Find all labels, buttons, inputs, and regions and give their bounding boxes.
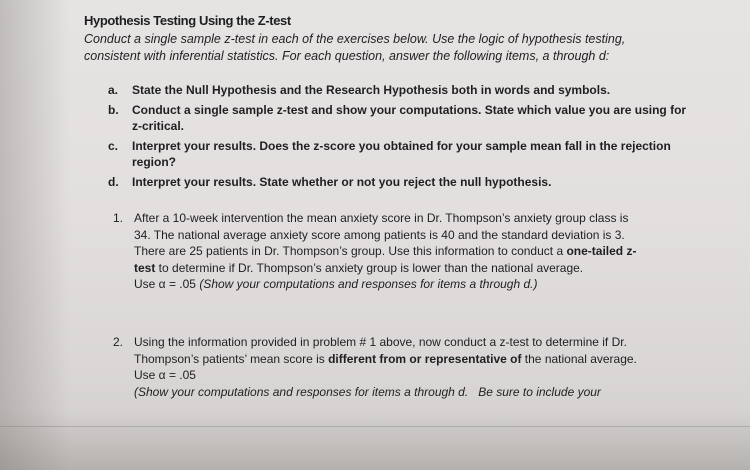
item-text: State the Null Hypothesis and the Research Hypothesis both in words and symbols. [132,83,611,97]
problem-text: Thompson’s patients’ mean score is [134,351,329,366]
document-title: Hypothesis Testing Using the Z-test [84,13,291,28]
item-letter: b. [108,102,119,117]
problem-number: 1. [113,211,124,225]
list-item [108,174,698,191]
intro-line-2: consistent with inferential statistics. For each question, answer the following items, a through d: [84,49,610,63]
page-edge-line [0,426,750,427]
problem-2 [113,334,703,400]
problem-text: There are 25 patients in Dr. Thompson’s group. Use this information to conduct a [134,244,567,258]
list-item [108,102,698,135]
item-letter: c. [108,138,119,153]
problem-body [134,334,703,400]
list-item [108,82,698,99]
problem-line [134,260,703,277]
problem-number: 2. [113,335,124,349]
problem-line [134,276,703,293]
problem-emphasis: test [134,260,156,275]
problem-emphasis: one-tailed z- [566,244,637,258]
problem-note-tail: Be sure to include your [468,384,601,399]
item-text: Conduct a single sample z-test and show your computations. State which value you are using for z-critical. [132,102,687,133]
page-shadow-bottom [0,410,750,470]
problem-note: (Show your computations and responses for items a through d. [134,384,469,399]
problem-line [134,384,703,401]
intro-line-1: Conduct a single sample z-test in each of the exercises below. Use the logic of hypothesis testing, [84,32,626,46]
problem-emphasis: different from or representative of [328,351,522,366]
instructions-intro [84,31,684,65]
problem-text: to determine if Dr. Thompson’s anxiety group is lower than the national average. [155,260,584,275]
item-text: Interpret your results. State whether or not you reject the null hypothesis. [132,174,552,189]
problem-note: (Show your computations and responses for items a through d.) [199,277,538,291]
list-item [108,138,698,171]
problem-1 [113,210,703,293]
item-text: Interpret your results. Does the z-score you obtained for your sample mean fall in the rejection region? [132,138,671,169]
problem-body [134,210,703,293]
answer-items-list [108,82,698,193]
problem-line: 34. The national average anxiety score among patients is 40 and the standard deviation is 3. [134,227,625,242]
item-letter: a. [108,83,119,97]
problem-text: the national average. [521,351,637,366]
alpha-level: Use α = .05 [134,368,196,382]
item-letter: d. [108,174,119,189]
page-shadow-left [0,0,70,470]
problem-line: After a 10-week intervention the mean anxiety score in Dr. Thompson’s anxiety group class is [134,211,629,225]
problem-line: Using the information provided in problem # 1 above, now conduct a z-test to determine if Dr. [134,335,627,349]
alpha-level: Use α = .05 [134,277,200,291]
problem-line [134,243,703,260]
problem-line [134,351,703,368]
